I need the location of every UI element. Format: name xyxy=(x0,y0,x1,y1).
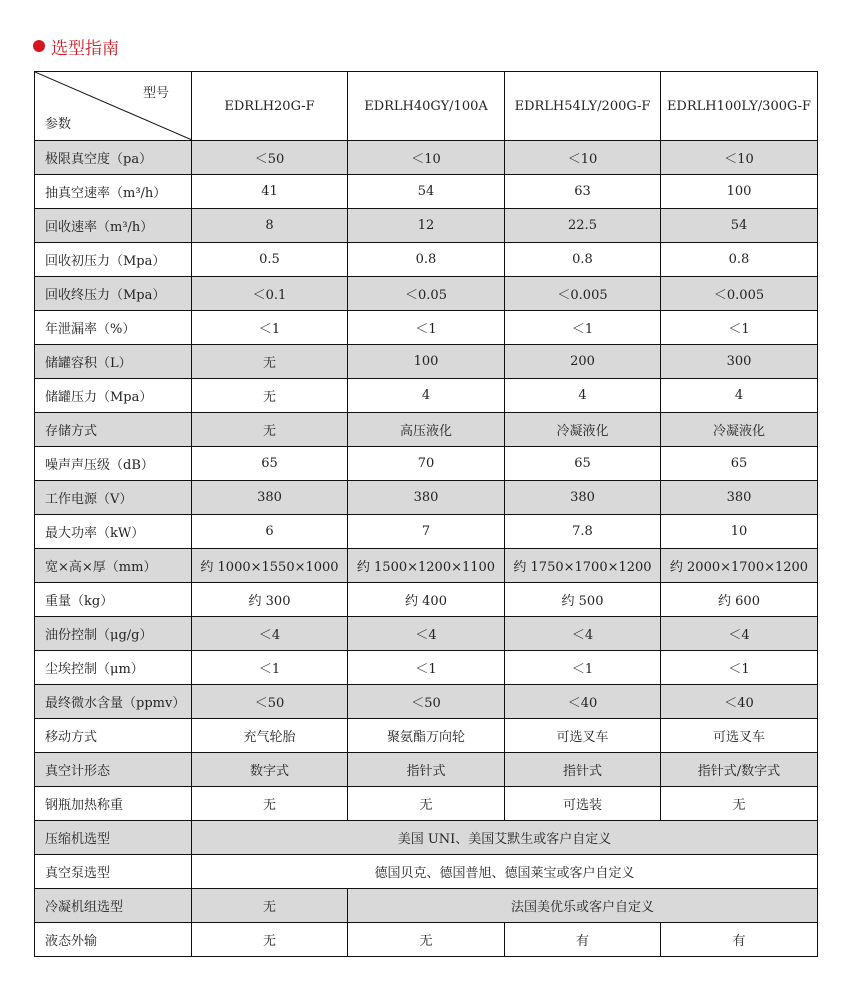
corner-param-label: 参数 xyxy=(45,117,72,132)
table-cell: 约 1000×1550×1000 xyxy=(192,549,348,583)
row-label: 存储方式 xyxy=(35,413,192,447)
table-cell: ＜40 xyxy=(661,685,818,719)
table-row xyxy=(35,311,818,345)
table-row xyxy=(35,345,818,379)
table-cell: ＜1 xyxy=(505,311,661,345)
table-cell: 指针式 xyxy=(505,753,661,787)
spec-table xyxy=(34,71,818,957)
row-label: 储罐压力（Mpa） xyxy=(35,379,192,413)
table-row xyxy=(35,889,818,923)
row-label: 油份控制（μg/g） xyxy=(35,617,192,651)
table-cell: ＜50 xyxy=(348,685,505,719)
table-cell: 200 xyxy=(505,345,661,379)
table-cell: 65 xyxy=(661,447,818,481)
table-cell: 6 xyxy=(192,515,348,549)
row-label: 尘埃控制（μm） xyxy=(35,651,192,685)
table-cell: 无 xyxy=(661,787,818,821)
row-label: 最大功率（kW） xyxy=(35,515,192,549)
table-cell: 7 xyxy=(348,515,505,549)
model-header: EDRLH54LY/200G-F xyxy=(505,72,661,141)
table-cell: 有 xyxy=(661,923,818,957)
row-label: 最终微水含量（ppmv） xyxy=(35,685,192,719)
table-row xyxy=(35,617,818,651)
table-row xyxy=(35,209,818,243)
table-cell: 无 xyxy=(192,787,348,821)
table-cell: ＜0.1 xyxy=(192,277,348,311)
table-cell: 约 500 xyxy=(505,583,661,617)
table-cell: 约 400 xyxy=(348,583,505,617)
table-cell: 约 1500×1200×1100 xyxy=(348,549,505,583)
table-cell: 约 1750×1700×1200 xyxy=(505,549,661,583)
table-cell: 100 xyxy=(348,345,505,379)
table-cell: ＜50 xyxy=(192,685,348,719)
model-header: EDRLH40GY/100A xyxy=(348,72,505,141)
corner-model-label: 型号 xyxy=(142,86,169,101)
row-label: 工作电源（V） xyxy=(35,481,192,515)
table-cell: 无 xyxy=(348,923,505,957)
bullet-dot-icon xyxy=(33,40,45,52)
table-row xyxy=(35,753,818,787)
table-row xyxy=(35,481,818,515)
table-cell: ＜0.005 xyxy=(505,277,661,311)
table-row xyxy=(35,277,818,311)
table-cell: 4 xyxy=(661,379,818,413)
table-cell: 4 xyxy=(505,379,661,413)
row-label: 回收终压力（Mpa） xyxy=(35,277,192,311)
row-label: 年泄漏率（%） xyxy=(35,311,192,345)
table-cell: 冷凝液化 xyxy=(505,413,661,447)
table-cell: 充气轮胎 xyxy=(192,719,348,753)
table-cell: ＜4 xyxy=(348,617,505,651)
table-cell: 22.5 xyxy=(505,209,661,243)
table-cell: 0.5 xyxy=(192,243,348,277)
table-cell: 无 xyxy=(192,889,348,923)
table-cell: 可选装 xyxy=(505,787,661,821)
table-cell-merged: 德国贝克、德国普旭、德国莱宝或客户自定义 xyxy=(192,855,818,889)
table-cell: ＜40 xyxy=(505,685,661,719)
table-cell: 4 xyxy=(348,379,505,413)
table-row xyxy=(35,141,818,175)
table-cell: ＜1 xyxy=(661,311,818,345)
table-row xyxy=(35,787,818,821)
table-cell: 380 xyxy=(348,481,505,515)
table-row xyxy=(35,515,818,549)
table-cell: 指针式/数字式 xyxy=(661,753,818,787)
model-header: EDRLH20G-F xyxy=(192,72,348,141)
table-cell: 约 300 xyxy=(192,583,348,617)
table-cell: 54 xyxy=(661,209,818,243)
table-cell: ＜1 xyxy=(192,651,348,685)
table-cell: 0.8 xyxy=(505,243,661,277)
table-cell: ＜10 xyxy=(348,141,505,175)
table-row xyxy=(35,855,818,889)
row-label: 重量（kg） xyxy=(35,583,192,617)
table-cell: 70 xyxy=(348,447,505,481)
row-label: 回收速率（m³/h） xyxy=(35,209,192,243)
table-cell: 可选叉车 xyxy=(505,719,661,753)
table-cell: 有 xyxy=(505,923,661,957)
table-cell: 无 xyxy=(348,787,505,821)
table-cell: 380 xyxy=(661,481,818,515)
table-cell: ＜50 xyxy=(192,141,348,175)
row-label: 钢瓶加热称重 xyxy=(35,787,192,821)
corner-cell xyxy=(35,72,192,141)
table-cell: 380 xyxy=(192,481,348,515)
table-cell: 冷凝液化 xyxy=(661,413,818,447)
table-cell: 无 xyxy=(192,379,348,413)
table-cell: ＜0.005 xyxy=(661,277,818,311)
table-cell: 可选叉车 xyxy=(661,719,818,753)
table-cell: 8 xyxy=(192,209,348,243)
table-row xyxy=(35,651,818,685)
table-cell: ＜4 xyxy=(661,617,818,651)
row-label: 极限真空度（pa） xyxy=(35,141,192,175)
table-row xyxy=(35,447,818,481)
table-cell: 聚氨酯万向轮 xyxy=(348,719,505,753)
table-cell: 指针式 xyxy=(348,753,505,787)
table-cell-merged: 法国美优乐或客户自定义 xyxy=(348,889,818,923)
row-label: 冷凝机组选型 xyxy=(35,889,192,923)
table-cell: 41 xyxy=(192,175,348,209)
table-cell: 无 xyxy=(192,345,348,379)
row-label: 储罐容积（L） xyxy=(35,345,192,379)
row-label: 移动方式 xyxy=(35,719,192,753)
row-label: 抽真空速率（m³/h） xyxy=(35,175,192,209)
row-label: 噪声声压级（dB） xyxy=(35,447,192,481)
table-cell: ＜1 xyxy=(192,311,348,345)
table-row xyxy=(35,413,818,447)
table-cell: ＜0.05 xyxy=(348,277,505,311)
table-cell: 无 xyxy=(192,413,348,447)
table-row xyxy=(35,719,818,753)
table-cell: ＜1 xyxy=(348,311,505,345)
table-row xyxy=(35,243,818,277)
table-header-row xyxy=(35,72,818,141)
table-cell: 380 xyxy=(505,481,661,515)
table-cell: 7.8 xyxy=(505,515,661,549)
table-cell: ＜1 xyxy=(661,651,818,685)
table-cell: 0.8 xyxy=(348,243,505,277)
table-cell: 54 xyxy=(348,175,505,209)
table-cell: ＜4 xyxy=(192,617,348,651)
table-cell: 10 xyxy=(661,515,818,549)
section-heading xyxy=(33,34,119,58)
table-cell: 约 2000×1700×1200 xyxy=(661,549,818,583)
table-cell: 300 xyxy=(661,345,818,379)
table-row xyxy=(35,379,818,413)
table-cell: ＜4 xyxy=(505,617,661,651)
table-cell: ＜1 xyxy=(505,651,661,685)
table-cell: 63 xyxy=(505,175,661,209)
table-cell: ＜10 xyxy=(505,141,661,175)
table-cell: ＜1 xyxy=(348,651,505,685)
row-label: 真空泵选型 xyxy=(35,855,192,889)
row-label: 宽×高×厚（mm） xyxy=(35,549,192,583)
table-cell-merged: 美国 UNI、美国艾默生或客户自定义 xyxy=(192,821,818,855)
section-title: 选型指南 xyxy=(51,38,119,59)
table-row xyxy=(35,583,818,617)
model-header: EDRLH100LY/300G-F xyxy=(661,72,818,141)
table-cell: ＜10 xyxy=(661,141,818,175)
table-cell: 65 xyxy=(505,447,661,481)
table-cell: 12 xyxy=(348,209,505,243)
row-label: 真空计形态 xyxy=(35,753,192,787)
table-row xyxy=(35,685,818,719)
table-cell: 数字式 xyxy=(192,753,348,787)
table-row xyxy=(35,923,818,957)
table-cell: 约 600 xyxy=(661,583,818,617)
table-cell: 无 xyxy=(192,923,348,957)
table-cell: 65 xyxy=(192,447,348,481)
table-row xyxy=(35,175,818,209)
row-label: 回收初压力（Mpa） xyxy=(35,243,192,277)
table-row xyxy=(35,821,818,855)
table-cell: 0.8 xyxy=(661,243,818,277)
row-label: 压缩机选型 xyxy=(35,821,192,855)
row-label: 液态外输 xyxy=(35,923,192,957)
table-cell: 100 xyxy=(661,175,818,209)
table-cell: 高压液化 xyxy=(348,413,505,447)
table-row xyxy=(35,549,818,583)
